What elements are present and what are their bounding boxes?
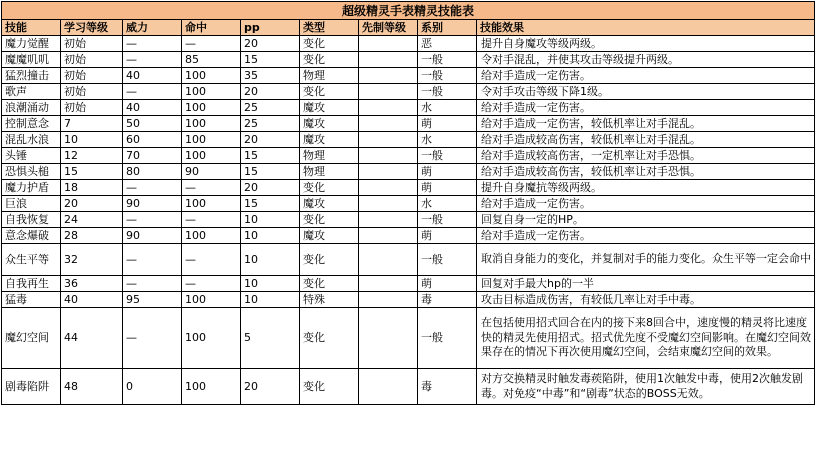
learn-level: 初始 (61, 84, 123, 100)
skill-name: 控制意念 (2, 116, 61, 132)
power: — (123, 180, 182, 196)
priority (359, 68, 418, 84)
skill-name: 恐惧头槌 (2, 164, 61, 180)
move-type: 物理 (300, 68, 359, 84)
move-type: 变化 (300, 212, 359, 228)
power: — (123, 308, 182, 369)
element: 一般 (418, 84, 477, 100)
effect: 给对手造成一定伤害。 (477, 228, 815, 244)
move-type: 物理 (300, 148, 359, 164)
element: 水 (418, 132, 477, 148)
pp: 20 (241, 36, 300, 52)
priority (359, 292, 418, 308)
header-priority: 先制等级 (359, 20, 418, 36)
priority (359, 228, 418, 244)
pp: 10 (241, 212, 300, 228)
learn-level: 24 (61, 212, 123, 228)
power: 80 (123, 164, 182, 180)
learn-level: 36 (61, 276, 123, 292)
skill-name: 魔力护盾 (2, 180, 61, 196)
learn-level: 初始 (61, 36, 123, 52)
effect: 在包括使用招式回合在内的接下来8回合中，速度慢的精灵将比速度快的精灵先使用招式。招式优先度不受魔幻空间影响。在魔幻空间效果存在的情况下再次使用魔幻空间，会结束魔幻空间的效果。 (477, 308, 815, 369)
element: 水 (418, 196, 477, 212)
priority (359, 212, 418, 228)
accuracy: 100 (182, 196, 241, 212)
move-type: 魔攻 (300, 132, 359, 148)
skill-name: 魔力觉醒 (2, 36, 61, 52)
pp: 20 (241, 84, 300, 100)
power: 40 (123, 68, 182, 84)
skill-name: 魔魔叽叽 (2, 52, 61, 68)
element: 萌 (418, 228, 477, 244)
move-type: 变化 (300, 308, 359, 369)
table-row (2, 100, 815, 116)
header-power: 威力 (123, 20, 182, 36)
accuracy: 100 (182, 100, 241, 116)
accuracy: 90 (182, 164, 241, 180)
move-type: 特殊 (300, 292, 359, 308)
power: — (123, 84, 182, 100)
power: 50 (123, 116, 182, 132)
accuracy: — (182, 212, 241, 228)
priority (359, 84, 418, 100)
accuracy: 100 (182, 292, 241, 308)
power: 90 (123, 196, 182, 212)
priority (359, 164, 418, 180)
priority (359, 244, 418, 276)
learn-level: 18 (61, 180, 123, 196)
power: 0 (123, 369, 182, 405)
move-type: 变化 (300, 36, 359, 52)
move-type: 魔攻 (300, 116, 359, 132)
skill-name: 魔幻空间 (2, 308, 61, 369)
accuracy: — (182, 180, 241, 196)
table-title: 超级精灵手表精灵技能表 (2, 2, 815, 20)
accuracy: 85 (182, 52, 241, 68)
priority (359, 308, 418, 369)
element: 恶 (418, 36, 477, 52)
priority (359, 116, 418, 132)
effect: 提升自身魔攻等级两级。 (477, 36, 815, 52)
table-row (2, 244, 815, 276)
pp: 20 (241, 180, 300, 196)
move-type: 魔攻 (300, 196, 359, 212)
element: 萌 (418, 116, 477, 132)
effect: 给对手造成较高伤害，较低机率让对手混乱。 (477, 132, 815, 148)
pp: 15 (241, 164, 300, 180)
pp: 10 (241, 244, 300, 276)
priority (359, 369, 418, 405)
priority (359, 132, 418, 148)
priority (359, 196, 418, 212)
learn-level: 40 (61, 292, 123, 308)
pp: 20 (241, 369, 300, 405)
priority (359, 180, 418, 196)
pp: 25 (241, 116, 300, 132)
skill-name: 歌声 (2, 84, 61, 100)
element: 毒 (418, 292, 477, 308)
learn-level: 48 (61, 369, 123, 405)
move-type: 变化 (300, 52, 359, 68)
effect: 给对手造成较高伤害，一定机率让对手恐惧。 (477, 148, 815, 164)
power: 40 (123, 100, 182, 116)
priority (359, 52, 418, 68)
learn-level: 44 (61, 308, 123, 369)
effect: 回复对手最大hp的一半 (477, 276, 815, 292)
move-type: 变化 (300, 276, 359, 292)
power: 70 (123, 148, 182, 164)
skill-name: 意念爆破 (2, 228, 61, 244)
learn-level: 初始 (61, 52, 123, 68)
skill-table (1, 1, 815, 405)
element: 一般 (418, 52, 477, 68)
table-row (2, 196, 815, 212)
learn-level: 初始 (61, 100, 123, 116)
header-effect: 技能效果 (477, 20, 815, 36)
power: 60 (123, 132, 182, 148)
table-row (2, 84, 815, 100)
accuracy: 100 (182, 84, 241, 100)
accuracy: 100 (182, 228, 241, 244)
priority (359, 148, 418, 164)
skill-name: 众生平等 (2, 244, 61, 276)
accuracy: — (182, 276, 241, 292)
effect: 给对手造成一定伤害。 (477, 196, 815, 212)
priority (359, 100, 418, 116)
effect: 令对手混乱，并使其攻击等级提升两级。 (477, 52, 815, 68)
header-type: 类型 (300, 20, 359, 36)
accuracy: 100 (182, 132, 241, 148)
power: — (123, 36, 182, 52)
effect: 给对手造成较高伤害，较低机率让对手恐惧。 (477, 164, 815, 180)
move-type: 变化 (300, 244, 359, 276)
priority (359, 276, 418, 292)
effect: 令对手攻击等级下降1级。 (477, 84, 815, 100)
pp: 25 (241, 100, 300, 116)
learn-level: 20 (61, 196, 123, 212)
accuracy: — (182, 244, 241, 276)
table-row (2, 308, 815, 369)
move-type: 魔攻 (300, 228, 359, 244)
element: 一般 (418, 212, 477, 228)
element: 一般 (418, 308, 477, 369)
effect: 给对手造成一定伤害，较低机率让对手混乱。 (477, 116, 815, 132)
move-type: 变化 (300, 369, 359, 405)
element: 水 (418, 100, 477, 116)
learn-level: 32 (61, 244, 123, 276)
move-type: 物理 (300, 164, 359, 180)
pp: 5 (241, 308, 300, 369)
effect: 给对手造成一定伤害。 (477, 68, 815, 84)
table-row (2, 148, 815, 164)
accuracy: 100 (182, 148, 241, 164)
learn-level: 15 (61, 164, 123, 180)
effect: 提升自身魔抗等级两级。 (477, 180, 815, 196)
element: 一般 (418, 244, 477, 276)
priority (359, 36, 418, 52)
learn-level: 初始 (61, 68, 123, 84)
table-row (2, 52, 815, 68)
skill-name: 猛烈撞击 (2, 68, 61, 84)
table-row (2, 68, 815, 84)
effect: 回复自身一定的HP。 (477, 212, 815, 228)
skill-name: 剧毒陷阱 (2, 369, 61, 405)
learn-level: 12 (61, 148, 123, 164)
header-accuracy: 命中 (182, 20, 241, 36)
move-type: 魔攻 (300, 100, 359, 116)
table-row (2, 212, 815, 228)
accuracy: 100 (182, 369, 241, 405)
move-type: 变化 (300, 180, 359, 196)
header-learn-level: 学习等级 (61, 20, 123, 36)
header-pp: pp (241, 20, 300, 36)
skill-name: 浪潮涌动 (2, 100, 61, 116)
effect: 取消自身能力的变化，并复制对手的能力变化。众生平等一定会命中 (477, 244, 815, 276)
skill-name: 猛毒 (2, 292, 61, 308)
effect: 攻击目标造成伤害，有较低几率让对手中毒。 (477, 292, 815, 308)
pp: 15 (241, 52, 300, 68)
table-row (2, 36, 815, 52)
accuracy: 100 (182, 68, 241, 84)
header-skill: 技能 (2, 20, 61, 36)
accuracy: 100 (182, 116, 241, 132)
skill-name: 自我再生 (2, 276, 61, 292)
element: 毒 (418, 369, 477, 405)
pp: 15 (241, 196, 300, 212)
skill-name: 混乱水浪 (2, 132, 61, 148)
pp: 10 (241, 276, 300, 292)
table-row (2, 228, 815, 244)
header-row (2, 20, 815, 36)
power: — (123, 276, 182, 292)
table-row (2, 292, 815, 308)
power: — (123, 52, 182, 68)
pp: 20 (241, 132, 300, 148)
accuracy: — (182, 36, 241, 52)
table-row (2, 369, 815, 405)
skill-name: 自我恢复 (2, 212, 61, 228)
learn-level: 28 (61, 228, 123, 244)
pp: 10 (241, 228, 300, 244)
skill-name: 巨浪 (2, 196, 61, 212)
element: 一般 (418, 68, 477, 84)
power: 90 (123, 228, 182, 244)
learn-level: 7 (61, 116, 123, 132)
power: — (123, 212, 182, 228)
header-element: 系别 (418, 20, 477, 36)
table-row (2, 164, 815, 180)
accuracy: 100 (182, 308, 241, 369)
pp: 35 (241, 68, 300, 84)
element: 萌 (418, 276, 477, 292)
skill-name: 头锤 (2, 148, 61, 164)
move-type: 变化 (300, 84, 359, 100)
element: 萌 (418, 164, 477, 180)
power: — (123, 244, 182, 276)
element: 萌 (418, 180, 477, 196)
table-row (2, 116, 815, 132)
power: 95 (123, 292, 182, 308)
effect: 对方交换精灵时触发毒蒺陷阱，使用1次触发中毒，使用2次触发剧毒。对免疫“中毒”和“剧毒”状态的BOSS无效。 (477, 369, 815, 405)
learn-level: 10 (61, 132, 123, 148)
table-row (2, 180, 815, 196)
effect: 给对手造成一定伤害。 (477, 100, 815, 116)
pp: 10 (241, 292, 300, 308)
element: 一般 (418, 148, 477, 164)
table-row (2, 276, 815, 292)
pp: 15 (241, 148, 300, 164)
table-row (2, 132, 815, 148)
